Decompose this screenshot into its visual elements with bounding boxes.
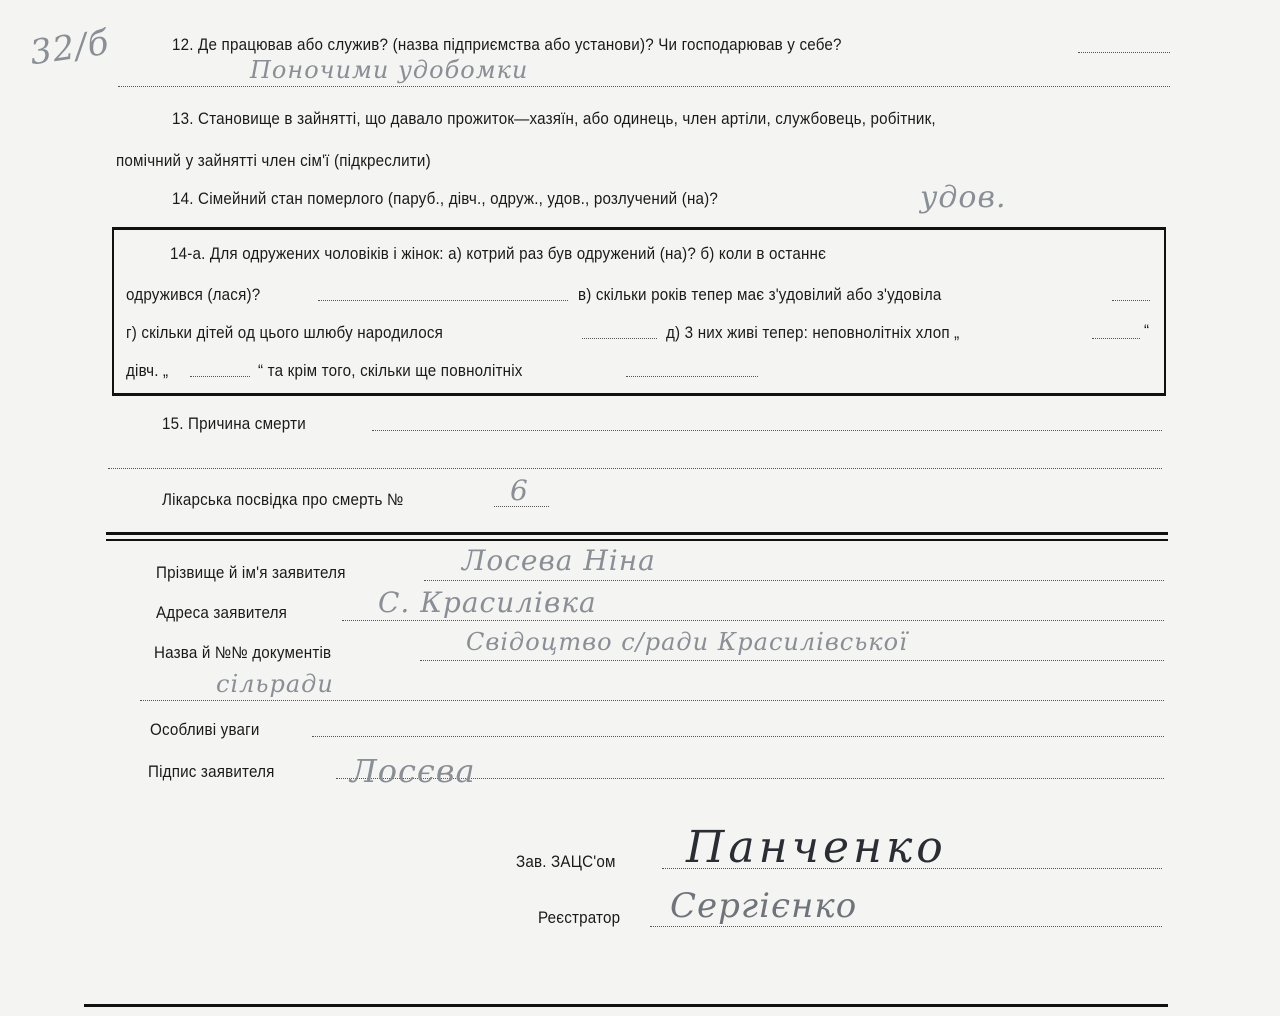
registrar-label: Реєстратор <box>538 909 621 927</box>
notes-line <box>312 736 1164 737</box>
q12-line-2 <box>118 86 1170 87</box>
q13-label-1: 13. Становище в зайнятті, що давало прожиток—хазяїн, або одинець, член артіли, службовець, робітник, <box>172 110 936 128</box>
q14a-field-girls <box>190 376 250 377</box>
head-label: Зав. ЗАЦС'ом <box>516 853 616 871</box>
q14a-line4b: “ та крім того, скільки ще повнолітніх <box>258 362 523 380</box>
q15-line-2 <box>108 468 1162 469</box>
q12-answer: Поночими удобомки <box>250 56 529 84</box>
notes-label: Особливі уваги <box>150 721 260 739</box>
registrar-line <box>650 926 1162 927</box>
q14a-field-children <box>582 338 657 339</box>
applicant-name-value: Лосева Ніна <box>462 544 656 577</box>
applicant-signature-label: Підпис заявителя <box>148 763 275 781</box>
q14a-field-boys <box>1092 338 1140 339</box>
applicant-docs-line-2 <box>140 700 1164 701</box>
applicant-name-line <box>424 580 1164 581</box>
section-divider-thin <box>106 539 1168 541</box>
q14a-field-married <box>318 300 568 301</box>
q14a-field-age <box>1112 300 1150 301</box>
q14-answer: удов. <box>920 180 1007 215</box>
q12-line <box>1078 52 1170 53</box>
margin-note: 32/б <box>27 22 112 74</box>
applicant-signature: Лосєва <box>350 752 476 790</box>
q14a-line3a: г) скільки дітей од цього шлюбу народилося <box>126 324 444 342</box>
q13-label-2: помічний у зайнятті член сім'ї (підкреслити) <box>116 152 431 170</box>
applicant-docs-line <box>420 660 1164 661</box>
medical-answer: 6 <box>510 474 529 507</box>
applicant-address-line <box>342 620 1164 621</box>
q14a-line3c: “ <box>1144 322 1150 340</box>
q14a-line2a: одружився (лася)? <box>126 286 261 304</box>
q15-line <box>372 430 1162 431</box>
q14a-line1: 14-а. Для одружених чоловіків і жінок: а) котрий раз був одружений (на)? б) коли в останнє <box>170 245 827 263</box>
medical-label: Лікарська посвідка про смерть № <box>162 491 404 509</box>
applicant-docs-label: Назва й №№ документів <box>154 644 332 662</box>
applicant-name-label: Прізвище й ім'я заявителя <box>156 564 346 582</box>
q14a-line4a: дівч. „ <box>126 362 169 380</box>
q14a-field-adults <box>626 376 758 377</box>
q15-label: 15. Причина смерти <box>162 415 306 433</box>
q14a-line2b: в) скільки років тепер має з'удовілий або з'удовіла <box>578 286 942 304</box>
registrar-signature: Сергієнко <box>670 886 858 926</box>
section-divider <box>106 532 1168 535</box>
applicant-docs-value-1: Свідоцтво с/ради Красилівської <box>466 628 908 656</box>
q12-label: 12. Де працював або служив? (назва підприємства або установи)? Чи господарював у себе? <box>172 36 842 54</box>
applicant-docs-value-2: сільради <box>216 670 334 698</box>
q14-label: 14. Сімейний стан померлого (паруб., дівч., одруж., удов., розлучений (на)? <box>172 190 719 208</box>
bottom-rule <box>84 1004 1168 1007</box>
q14a-line3b: д) 3 них живі тепер: неповнолітніх хлоп „ <box>666 324 960 342</box>
applicant-address-value: С. Красилівка <box>378 586 597 619</box>
head-signature: Панченко <box>686 822 947 873</box>
applicant-address-label: Адреса заявителя <box>156 604 288 622</box>
